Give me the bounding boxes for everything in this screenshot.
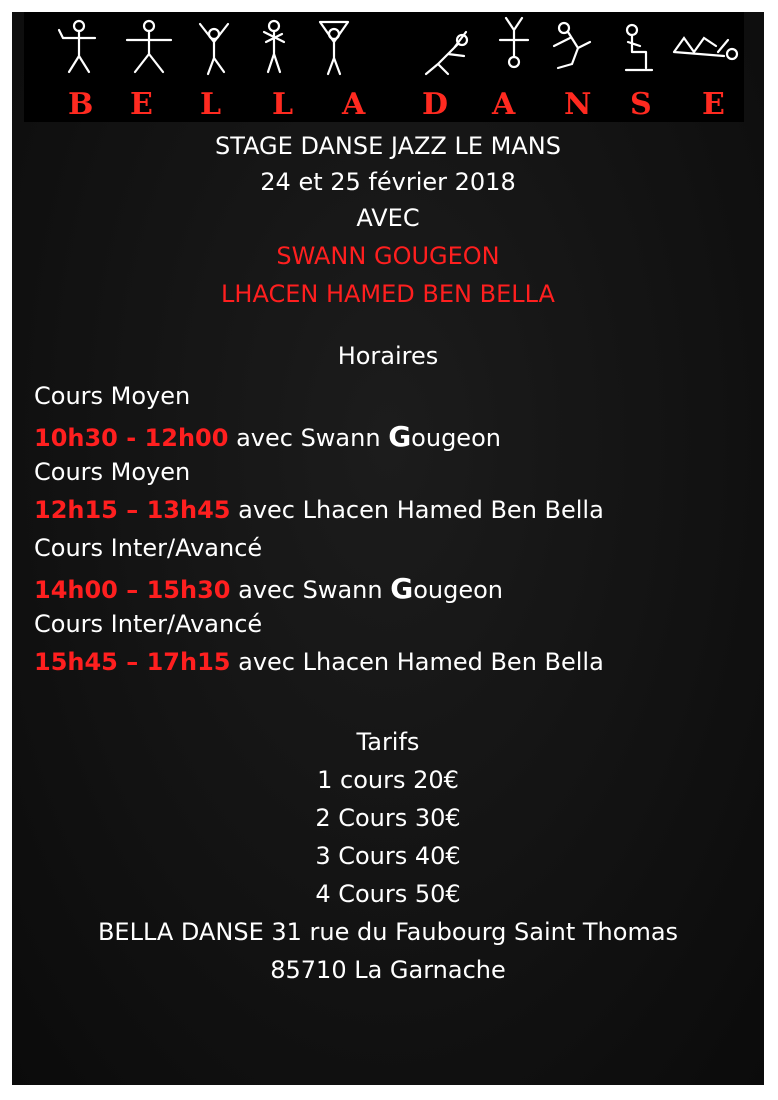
- dancer-icon: [200, 24, 228, 74]
- dancer-icon: [127, 21, 171, 72]
- dancer-icon: [320, 22, 348, 74]
- course-time: 15h45 – 17h15: [34, 648, 231, 676]
- course-time-row: [34, 572, 764, 605]
- course-teacher: avec Lhacen Hamed Ben Bella: [230, 496, 604, 524]
- dancer-icon: [554, 23, 590, 68]
- dancer-icon: [500, 18, 528, 67]
- price-item: 2 Cours 30€: [315, 804, 461, 832]
- address-line-2: 85710 La Garnache: [270, 956, 506, 984]
- course-teacher-rest: ougeon: [411, 424, 501, 452]
- price-item: 4 Cours 50€: [315, 880, 461, 908]
- logo-banner: [24, 12, 744, 122]
- brand-name: [24, 88, 744, 122]
- brand-letter: S: [630, 87, 652, 122]
- brand-letter: L: [272, 87, 294, 122]
- brand-letter: D: [422, 87, 449, 122]
- brand-letter: A: [492, 87, 516, 122]
- course-level: Cours Inter/Avancé: [34, 534, 263, 562]
- course-time: 10h30 - 12h00: [34, 424, 229, 452]
- course-teacher: avec Swann: [228, 424, 389, 452]
- teacher-1: SWANN GOUGEON: [276, 242, 500, 270]
- course-teacher-initial: G: [388, 420, 412, 453]
- course-time-row: [34, 420, 764, 453]
- address-line-1: BELLA DANSE 31 rue du Faubourg Saint Thomas: [97, 918, 679, 946]
- course-time-row: [34, 648, 764, 676]
- course-teacher: avec Swann: [230, 576, 391, 604]
- poster: [12, 12, 764, 1085]
- pricing-heading: Tarifs: [356, 728, 420, 756]
- course-teacher-initial: G: [390, 572, 414, 605]
- brand-letter: E: [702, 87, 725, 122]
- dancer-icon: [674, 38, 737, 59]
- dancer-figures: [24, 12, 744, 92]
- course-level: Cours Moyen: [34, 382, 191, 410]
- dancer-icon: [264, 21, 284, 72]
- dancer-icon: [426, 32, 467, 74]
- course-teacher-rest: ougeon: [413, 576, 504, 604]
- dancer-icon: [59, 21, 95, 72]
- teacher-2: LHACEN HAMED BEN BELLA: [221, 280, 555, 308]
- event-date: 24 et 25 février 2018: [260, 168, 516, 196]
- course-time-row: [34, 496, 764, 524]
- course-teacher: avec Lhacen Hamed Ben Bella: [230, 648, 604, 676]
- brand-letter: L: [200, 87, 222, 122]
- course-time: 14h00 – 15h30: [34, 576, 231, 604]
- course-level: Cours Inter/Avancé: [34, 610, 263, 638]
- schedule-heading: Horaires: [337, 342, 439, 370]
- dancer-icon: [626, 25, 652, 70]
- event-title: STAGE DANSE JAZZ LE MANS: [215, 132, 561, 160]
- course-level: Cours Moyen: [34, 458, 191, 486]
- course-time: 12h15 – 13h45: [34, 496, 231, 524]
- brand-letter: E: [130, 87, 153, 122]
- brand-letter: N: [564, 87, 592, 122]
- brand-letter: B: [68, 87, 94, 122]
- brand-letter: A: [342, 87, 366, 122]
- event-with: AVEC: [356, 204, 420, 232]
- price-item: 3 Cours 40€: [315, 842, 461, 870]
- price-item: 1 cours 20€: [317, 766, 459, 794]
